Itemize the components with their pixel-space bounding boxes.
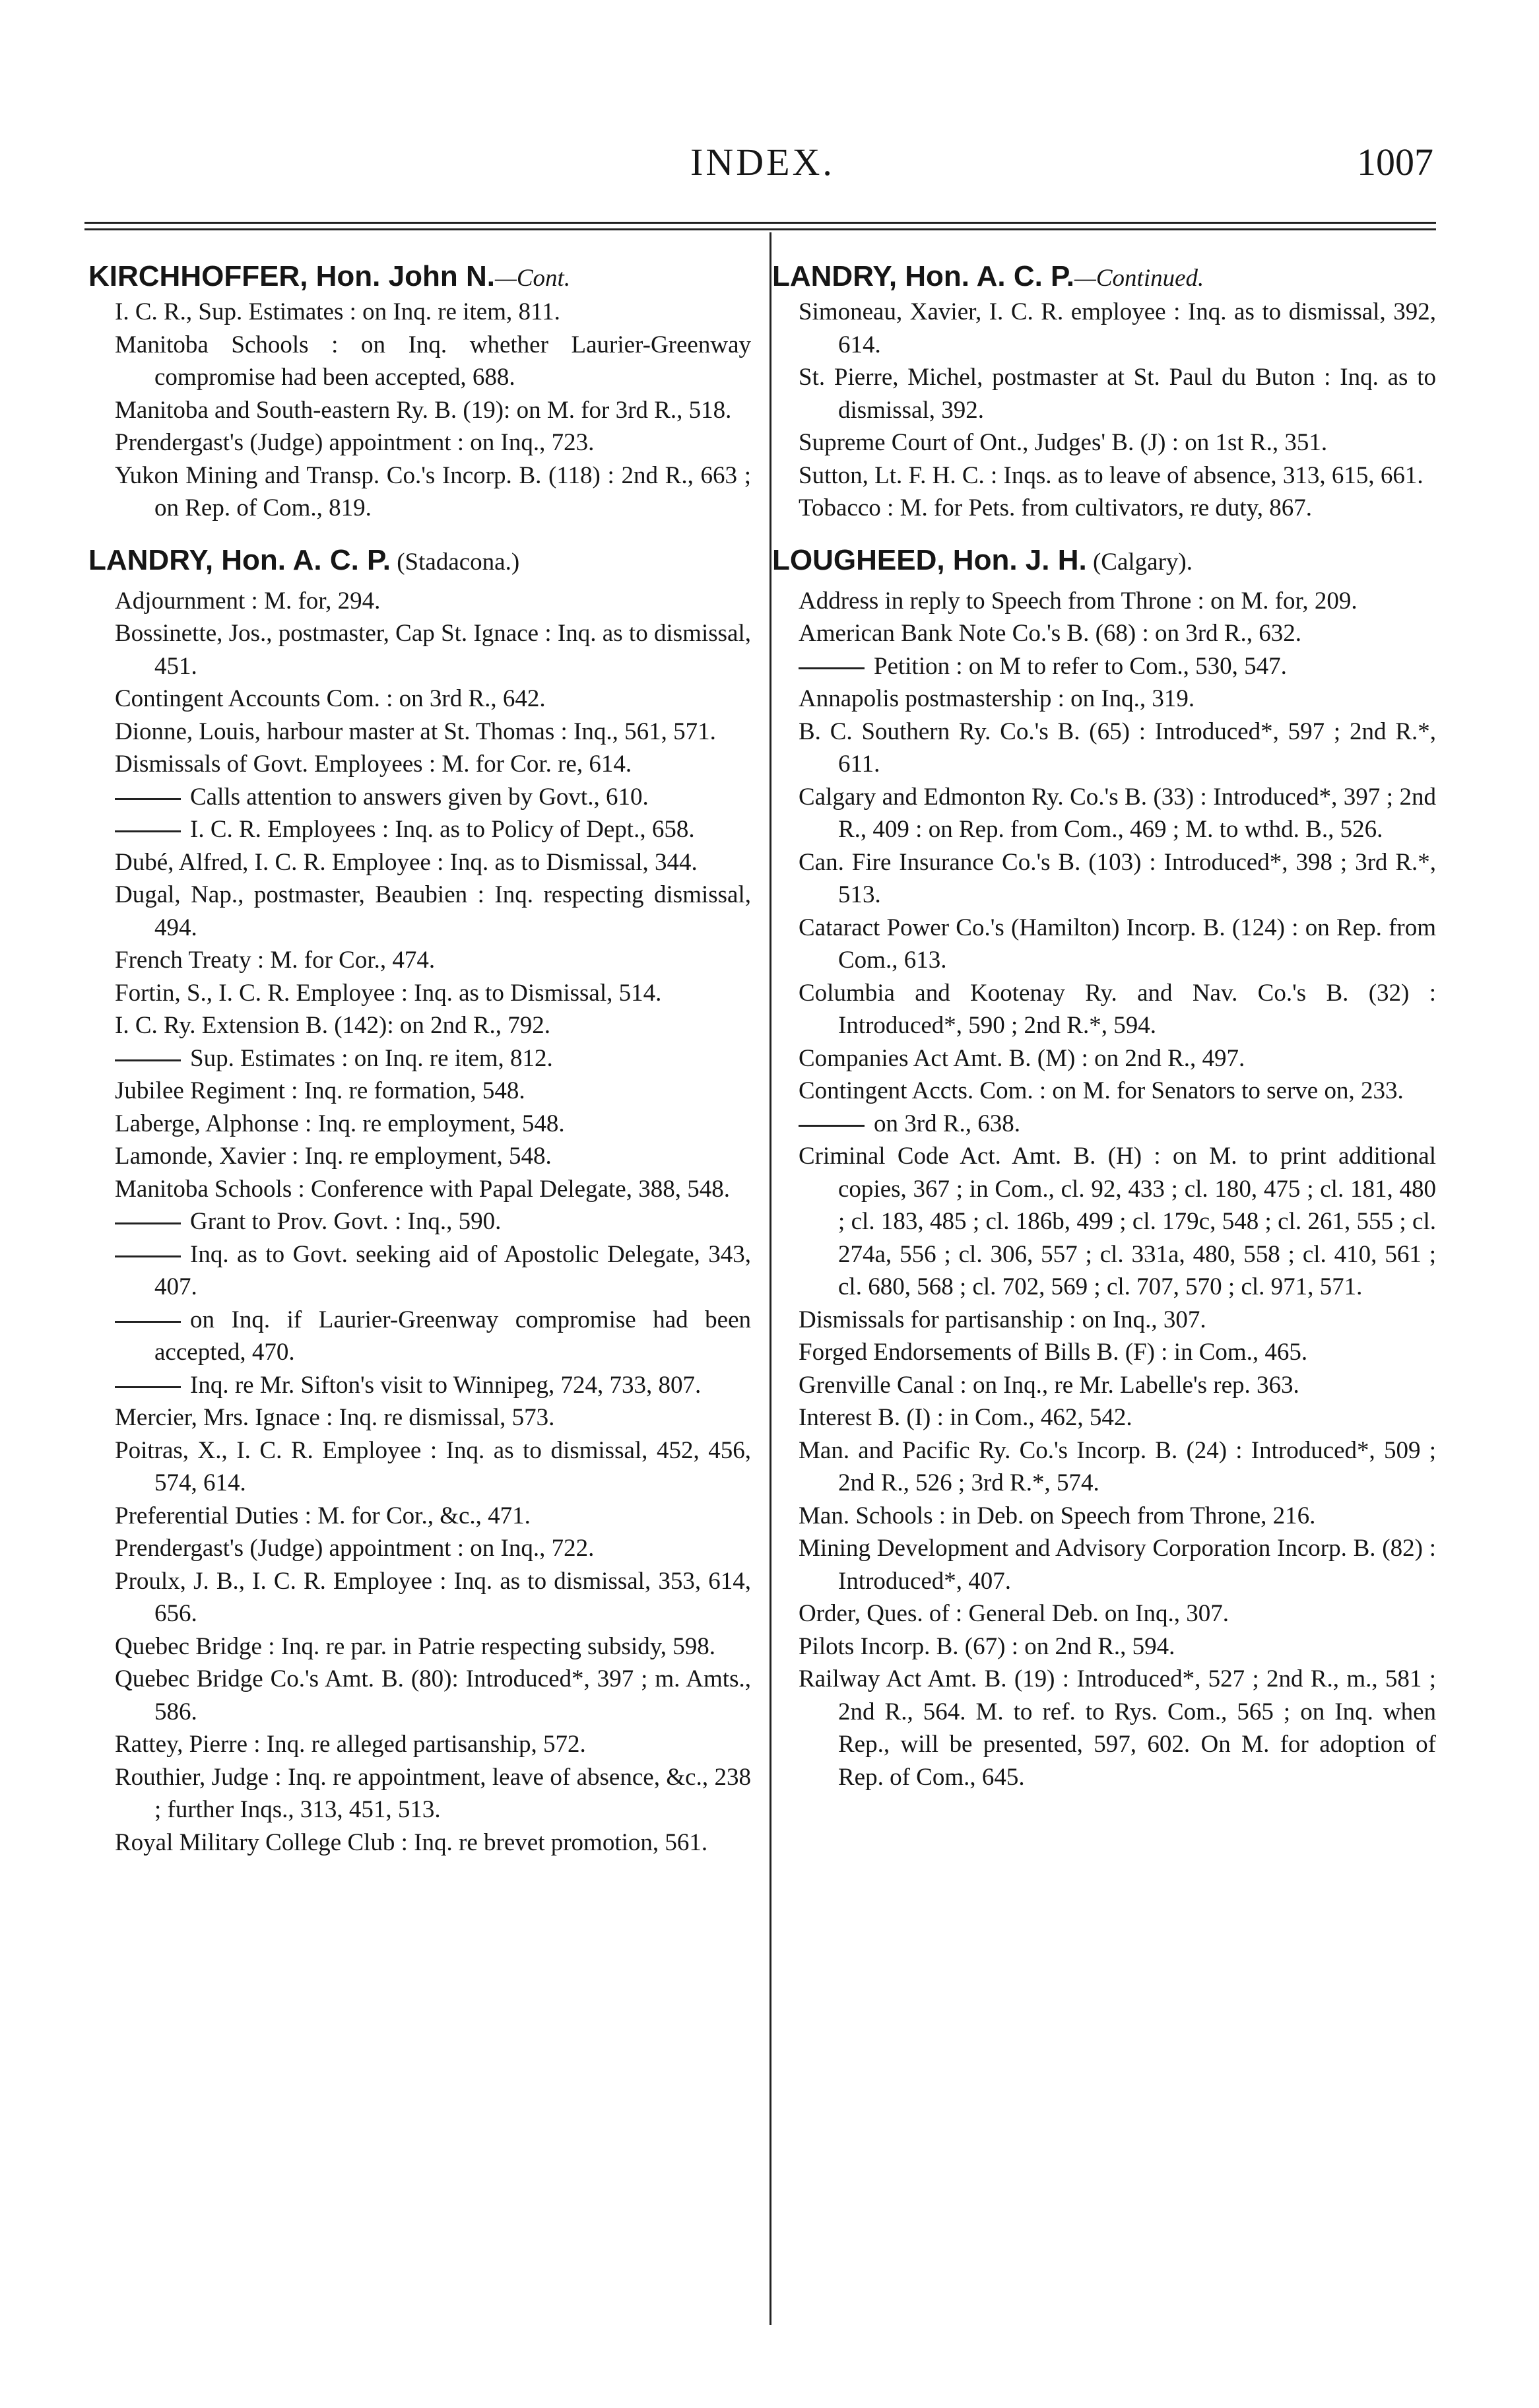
index-entry: Dubé, Alfred, I. C. R. Employee : Inq. as to Dismissal, 344. bbox=[115, 848, 698, 876]
index-subentry bbox=[772, 650, 1436, 683]
index-entry: Criminal Code Act. Amt. B. (H) : on M. to print additional copies, 367 ; in Com., cl. 92, 433 ; cl. 180, 475 ; cl. 181, 480 ; cl. 183, 485 ; cl. 186b, 499 ; cl. 179c, 548 ; cl. 261, 555 ; cl. 274a, 556 ; cl. 306, 557 ; cl. 331a, 480, 558 ; cl. 410, 561 ; cl. 680, 568 ; cl. 702, 569 ; cl. 707, 570 ; cl. 971, 571. bbox=[799, 1143, 1436, 1300]
ditto-dash bbox=[115, 1059, 181, 1061]
index-entry: French Treaty : M. for Cor., 474. bbox=[115, 947, 436, 974]
subentry-text: Sup. Estimates : on Inq. re item, 812. bbox=[190, 1044, 553, 1072]
index-entry: Address in reply to Speech from Throne : on M. for, 209. bbox=[799, 587, 1358, 615]
ditto-dash bbox=[115, 830, 181, 832]
index-entry: Adjournment : M. for, 294. bbox=[115, 587, 381, 615]
index-entry: American Bank Note Co.'s B. (68) : on 3rd R., 632. bbox=[799, 620, 1301, 647]
page-number: 1007 bbox=[1357, 141, 1433, 184]
index-entry: Pilots Incorp. B. (67) : on 2nd R., 594. bbox=[799, 1632, 1175, 1660]
right-column bbox=[772, 259, 1436, 1793]
heading-suffix: (Calgary). bbox=[1086, 548, 1193, 576]
index-entry: I. C. Ry. Extension B. (142): on 2nd R., 792. bbox=[115, 1012, 551, 1039]
index-entry: Tobacco : M. for Pets. from cultivators, re duty, 867. bbox=[799, 494, 1313, 521]
index-entry: Contingent Accts. Com. : on M. for Senators to serve on, 233. bbox=[799, 1077, 1404, 1104]
index-entry: Simoneau, Xavier, I. C. R. employee : Inq. as to dismissal, 392, 614. bbox=[799, 298, 1436, 358]
index-heading bbox=[772, 259, 1436, 296]
index-entry: Quebec Bridge Co.'s Amt. B. (80): Introduced*, 397 ; m. Amts., 586. bbox=[115, 1665, 751, 1725]
index-entry: Rattey, Pierre : Inq. re alleged partisanship, 572. bbox=[115, 1731, 586, 1758]
subentry-text: Petition : on M to refer to Com., 530, 547. bbox=[874, 652, 1287, 680]
header-double-rule bbox=[84, 222, 1436, 230]
index-entry: Jubilee Regiment : Inq. re formation, 548. bbox=[115, 1077, 525, 1104]
index-entry: Lamonde, Xavier : Inq. re employment, 548. bbox=[115, 1143, 552, 1170]
index-entry: Man. and Pacific Ry. Co.'s Incorp. B. (24) : Introduced*, 509 ; 2nd R., 526 ; 3rd R.*, 574. bbox=[799, 1436, 1436, 1496]
index-heading bbox=[88, 259, 751, 296]
index-entry: Columbia and Kootenay Ry. and Nav. Co.'s B. (32) : Introduced*, 590 ; 2nd R.*, 594. bbox=[799, 979, 1436, 1039]
heading-suffix: (Stadacona.) bbox=[390, 548, 520, 576]
index-entry: Annapolis postmastership : on Inq., 319. bbox=[799, 685, 1195, 712]
index-entry: Cataract Power Co.'s (Hamilton) Incorp. B. (124) : on Rep. from Com., 613. bbox=[799, 914, 1436, 974]
index-entry: Contingent Accounts Com. : on 3rd R., 642. bbox=[115, 685, 546, 712]
index-entry: Quebec Bridge : Inq. re par. in Patrie respecting subsidy, 598. bbox=[115, 1632, 716, 1660]
index-entry: Prendergast's (Judge) appointment : on Inq., 723. bbox=[115, 429, 595, 456]
index-entry: Preferential Duties : M. for Cor., &c., 471. bbox=[115, 1502, 531, 1529]
ditto-dash bbox=[115, 1321, 181, 1323]
index-entry: Interest B. (I) : in Com., 462, 542. bbox=[799, 1404, 1132, 1431]
index-entry: I. C. R., Sup. Estimates : on Inq. re item, 811. bbox=[115, 298, 560, 325]
index-entry: Calgary and Edmonton Ry. Co.'s B. (33) : Introduced*, 397 ; 2nd R., 409 : on Rep. from Com., 469 ; M. to wthd. B., 526. bbox=[799, 783, 1436, 843]
index-heading bbox=[772, 543, 1436, 580]
index-entry: Royal Military College Club : Inq. re brevet promotion, 561. bbox=[115, 1828, 708, 1856]
index-entry: Proulx, J. B., I. C. R. Employee : Inq. as to dismissal, 353, 614, 656. bbox=[115, 1567, 751, 1627]
heading-name: LANDRY, Hon. A. C. P. bbox=[772, 260, 1074, 292]
running-title: INDEX. bbox=[690, 141, 835, 184]
index-subentry bbox=[88, 813, 751, 846]
index-entry: Dismissals of Govt. Employees : M. for Cor. re, 614. bbox=[115, 751, 632, 778]
heading-name: KIRCHHOFFER, Hon. John N. bbox=[88, 260, 495, 292]
index-entry: Railway Act Amt. B. (19) : Introduced*, 527 ; 2nd R., m., 581 ; 2nd R., 564. M. to ref. to Rys. Com., 565 ; on Inq. when Rep., will be presented, 597, 602. On M. for adoption of Rep. of Com., 645. bbox=[799, 1665, 1436, 1791]
heading-name: LANDRY, Hon. A. C. P. bbox=[88, 543, 391, 576]
page-header bbox=[0, 140, 1539, 193]
index-entry: Dismissals for partisanship : on Inq., 307. bbox=[799, 1306, 1206, 1333]
subentry-text: Inq. as to Govt. seeking aid of Apostolic Delegate, 343, 407. bbox=[154, 1240, 751, 1300]
heading-suffix: —Continued. bbox=[1074, 265, 1204, 292]
index-subentry bbox=[772, 1108, 1436, 1141]
ditto-dash bbox=[115, 1255, 181, 1257]
index-entry: Grenville Canal : on Inq., re Mr. Labelle's rep. 363. bbox=[799, 1371, 1299, 1399]
subentry-text: Calls attention to answers given by Govt., 610. bbox=[190, 783, 649, 811]
ditto-dash bbox=[115, 798, 181, 800]
index-entry: Bossinette, Jos., postmaster, Cap St. Ignace : Inq. as to dismissal, 451. bbox=[115, 620, 751, 680]
index-entry: Routhier, Judge : Inq. re appointment, leave of absence, &c., 238 ; further Inqs., 313, 451, 513. bbox=[115, 1763, 751, 1823]
index-entry: Manitoba Schools : on Inq. whether Laurier-Greenway compromise had been accepted, 688. bbox=[115, 331, 751, 391]
subentry-text: Inq. re Mr. Sifton's visit to Winnipeg, 724, 733, 807. bbox=[190, 1371, 702, 1399]
subentry-text: I. C. R. Employees : Inq. as to Policy of Dept., 658. bbox=[190, 816, 695, 843]
index-subentry bbox=[88, 1205, 751, 1238]
index-entry: Yukon Mining and Transp. Co.'s Incorp. B. (118) : 2nd R., 663 ; on Rep. of Com., 819. bbox=[115, 461, 751, 521]
index-entry: Mining Development and Advisory Corporation Incorp. B. (82) : Introduced*, 407. bbox=[799, 1535, 1436, 1595]
index-entry: St. Pierre, Michel, postmaster at St. Paul du Buton : Inq. as to dismissal, 392. bbox=[799, 364, 1436, 424]
index-subentry bbox=[88, 1042, 751, 1075]
index-entry: Dugal, Nap., postmaster, Beaubien : Inq. respecting dismissal, 494. bbox=[115, 881, 751, 941]
left-column bbox=[88, 259, 751, 1859]
index-entry: Fortin, S., I. C. R. Employee : Inq. as to Dismissal, 514. bbox=[115, 979, 662, 1007]
subentry-text: on 3rd R., 638. bbox=[874, 1110, 1020, 1137]
index-entry: Forged Endorsements of Bills B. (F) : in Com., 465. bbox=[799, 1339, 1308, 1366]
index-entry: B. C. Southern Ry. Co.'s B. (65) : Introduced*, 597 ; 2nd R.*, 611. bbox=[799, 718, 1436, 778]
ditto-dash bbox=[799, 667, 865, 669]
subentry-text: on Inq. if Laurier-Greenway compromise had been accepted, 470. bbox=[154, 1306, 751, 1366]
subentry-text: Grant to Prov. Govt. : Inq., 590. bbox=[190, 1208, 502, 1235]
index-entry: Order, Ques. of : General Deb. on Inq., 307. bbox=[799, 1600, 1229, 1627]
ditto-dash bbox=[799, 1125, 865, 1127]
index-entry: Mercier, Mrs. Ignace : Inq. re dismissal, 573. bbox=[115, 1404, 555, 1431]
column-divider bbox=[770, 232, 771, 2325]
index-entry: Dionne, Louis, harbour master at St. Thomas : Inq., 561, 571. bbox=[115, 718, 716, 745]
index-subentry bbox=[88, 1304, 751, 1369]
index-entry: Man. Schools : in Deb. on Speech from Throne, 216. bbox=[799, 1502, 1316, 1529]
index-entry: Companies Act Amt. B. (M) : on 2nd R., 497. bbox=[799, 1044, 1245, 1072]
ditto-dash bbox=[115, 1386, 181, 1388]
index-subentry bbox=[88, 781, 751, 814]
index-entry: Laberge, Alphonse : Inq. re employment, 548. bbox=[115, 1110, 565, 1137]
index-heading bbox=[88, 543, 751, 580]
heading-name: LOUGHEED, Hon. J. H. bbox=[772, 543, 1087, 576]
index-entry: Sutton, Lt. F. H. C. : Inqs. as to leave of absence, 313, 615, 661. bbox=[799, 461, 1424, 489]
index-entry: Poitras, X., I. C. R. Employee : Inq. as to dismissal, 452, 456, 574, 614. bbox=[115, 1436, 751, 1496]
index-entry: Prendergast's (Judge) appointment : on Inq., 722. bbox=[115, 1535, 595, 1562]
index-entry: Manitoba and South-eastern Ry. B. (19): on M. for 3rd R., 518. bbox=[115, 396, 732, 424]
ditto-dash bbox=[115, 1222, 181, 1224]
index-entry: Supreme Court of Ont., Judges' B. (J) : on 1st R., 351. bbox=[799, 429, 1328, 456]
index-entry: Can. Fire Insurance Co.'s B. (103) : Introduced*, 398 ; 3rd R.*, 513. bbox=[799, 848, 1436, 908]
index-subentry bbox=[88, 1238, 751, 1304]
heading-suffix: —Cont. bbox=[494, 265, 571, 292]
index-entry: Manitoba Schools : Conference with Papal Delegate, 388, 548. bbox=[115, 1175, 730, 1203]
index-subentry bbox=[88, 1369, 751, 1402]
